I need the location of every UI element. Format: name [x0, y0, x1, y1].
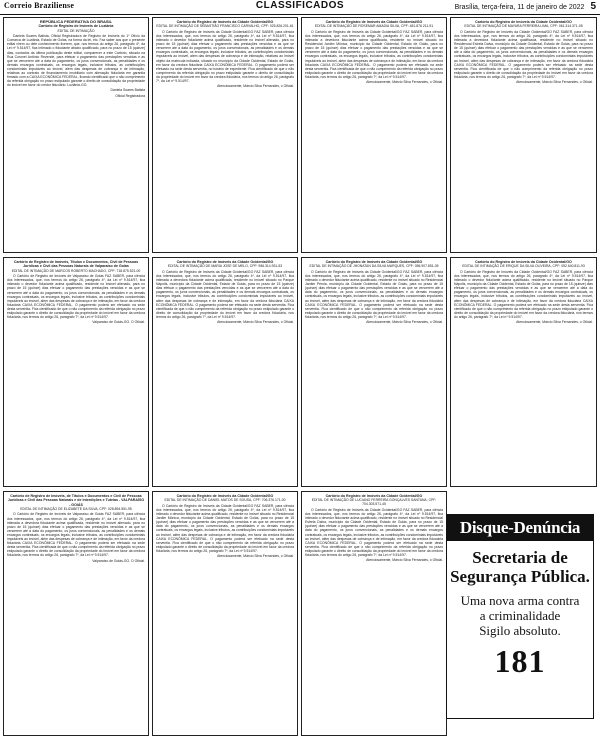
notice-signature: Atenciosamente, Márcio Silva Fernandes, o Oficial. [217, 320, 294, 325]
notice-subtitle: EDITAL DE INTIMAÇÃO DE MARCOS ROBERTO MACHADO, CPF: 718.875.521-00 [11, 268, 141, 273]
notice-signature: Atenciosamente, Márcio Silva Fernandes, o Oficial. [366, 558, 443, 563]
notice-signature: Daniela Soares Batista [110, 88, 145, 93]
notice-body: O Cartório de Registro de Imóveis de Valparaíso de Goiás FAZ SABER, para ciência dos interessados, que, nos termos do artigo 26, parágrafo 4º, da Lei nº 9.514/97, fica intimada a devedora fiduciante acima qualificada, residente no imóvel alienado, para no prazo de 15 (quinze) dias efetuar o pagamento das prestações vencidas e as que se vencerem até a data do pagamento, os juros convencionais, as penalidades e os demais encargos contratuais, os encargos legais, inclusive tributos, as contribuições condominiais imputáveis ao imóvel, além das despesas de cobrança e de intimação, em favor da credora fiduciária CAIXA ECONÔMICA FEDERAL. O pagamento poderá ser efetuado na sede desta serventia. Fica cientificada de que o não cumprimento da referida obrigação no prazo estipulado garante o direito de consolidação da propriedade do imóvel em favor da credora fiduciária, nos termos do artigo 26, parágrafo 7º, da Lei nº 9.514/97. [7, 512, 145, 558]
notice-heading: Cartório de Registro de Imóveis, de Títulos e Documentos e Civil de Pessoas Jurídicas e Civil das Pessoas Naturais e de Interdições e Tutelas - VALPARAÍSO - GOIÁS [7, 494, 145, 507]
notice-subtitle: EDITAL DE INTIMAÇÃO DE DANIEL MATOS DE SOUSA, CPF: 706.376.171-00 [164, 498, 286, 503]
notice-subtitle: EDITAL DE INTIMAÇÃO [57, 28, 95, 33]
notice-body: Daniela Soares Batista, Oficial Registradora de Registro de Imóveis do 1º Ofício da Comarca de Luziânia, Estado de Goiás, na forma da lei, etc. Faz saber aos que o presente edital virem ou dele conhecimento tiverem, que, nos termos do artigo 26, parágrafo 4º, da Lei nº 9.514/97, fica intimado o fiduciante abaixo qualificado, para no prazo de 15 (quinze) dias, contados da última publicação deste edital, comparecer a este Cartório, situado na Rua Coronel Antônio Rezende, para efetuar o pagamento das prestações vencidas e as que se vencerem até a data do pagamento, os juros convencionais, as penalidades e os demais encargos contratuais, os encargos legais, inclusive tributos, as contribuições condominiais imputáveis ao imóvel, além das despesas de cobrança e de intimação, relativas ao contrato de financiamento imobiliário com alienação fiduciária em garantia firmado com a CAIXA ECONÔMICA FEDERAL, ficando cientificado que o não cumprimento da referida obrigação no prazo estipulado garante o direito de consolidação da propriedade do imóvel em favor do credor fiduciário. Luziânia-GO. [7, 34, 145, 88]
page-header [0, 0, 600, 15]
ad-slogan-line: a criminalidade [479, 608, 561, 623]
legal-notice [301, 17, 447, 253]
notice-signature: Atenciosamente, Márcio Silva Fernandes, o Oficial. [366, 320, 443, 325]
notice-heading: Cartório do Registro de Imóveis da Cidade Ocidental/GO [176, 260, 274, 264]
legal-notice [152, 17, 298, 253]
legal-notice [3, 491, 149, 736]
notice-signature: Atenciosamente, Márcio Silva Fernandes, o Oficial. [366, 80, 443, 85]
notice-body: O Cartório de Registro de Imóveis da Cidade Ocidental/GO FAZ SABER, para ciência dos interessados, que, nos termos do artigo 26, parágrafo 4º, da Lei nº 9.514/97, fica intimado o devedor fiduciante acima qualificado, residente no imóvel situado no Residencial Estrela Dalva, município da Cidade Ocidental, Estado de Goiás, para no prazo de 15 (quinze) dias efetuar o pagamento das prestações vencidas e as que se vencerem até a data do pagamento, os juros convencionais, as penalidades e os demais encargos contratuais, os encargos legais, inclusive tributos, as contribuições condominiais imputáveis ao imóvel, além das despesas de cobrança e de intimação, em favor da credora fiduciária CAIXA ECONÔMICA FEDERAL. O pagamento poderá ser efetuado na sede desta serventia. Fica cientificado de que o não cumprimento da referida obrigação no prazo estipulado garante o direito de consolidação da propriedade do imóvel em favor da credora fiduciária, nos termos do artigo 26, parágrafo 7º, da Lei nº 9.514/97. [305, 507, 443, 558]
ad-secretariat-line: Segurança Pública. [450, 567, 590, 586]
notice-subtitle: EDITAL DE INTIMAÇÃO DE SEBASTIÃO FRANCISCO CARVALHO, CPF: 025.826.201-61 [156, 24, 294, 29]
notice-body: O Cartório de Registro de Imóveis de Valparaíso de Goiás FAZ SABER, para ciência dos interessados, que, nos termos do artigo 26, parágrafo 4º, da Lei nº 9.514/97, fica intimado o devedor fiduciante acima qualificado, residente no imóvel alienado, para no prazo de 15 (quinze) dias efetuar o pagamento das prestações vencidas e as que se vencerem até a data do pagamento, os juros convencionais, as penalidades e os demais encargos contratuais, os encargos legais, inclusive tributos, as contribuições condominiais imputáveis ao imóvel, além das despesas de cobrança e de intimação, em favor da credora fiduciária CAIXA ECONÔMICA FEDERAL. O pagamento poderá ser efetuado na sede desta serventia. Fica cientificado de que o não cumprimento da referida obrigação no prazo estipulado garante o direito de consolidação da propriedade do imóvel em favor da credora fiduciária, nos termos do artigo 26, parágrafo 7º, da Lei nº 9.514/97. [7, 274, 145, 320]
notice-subtitle: EDITAL DE INTIMAÇÃO DE ERIQUE DA SILVA OLIVEIRA, CPF: 052.640.811-93 [462, 264, 585, 269]
notice-heading: Cartório de Registro de Imóveis, Títulos e Documentos, Civil de Pessoas Jurídicas e Civil das Pessoas Naturais de Valparaíso de Goiás [13, 260, 139, 269]
notice-body: O Cartório de Registro de Imóveis da Cidade Ocidental/GO FAZ SABER, para ciência dos interessados, que, nos termos do artigo 26, parágrafo 4º, da Lei nº 9.514/97, fica intimada a devedora fiduciante acima qualificada, residente no imóvel situado no Parque Nápolis, município da Cidade Ocidental, Estado de Goiás, para no prazo de 15 (quinze) dias efetuar o pagamento das prestações vencidas e as que se vencerem até a data do pagamento, os juros convencionais, as penalidades e os demais encargos contratuais, os encargos legais, inclusive tributos, as contribuições condominiais imputáveis ao imóvel, além das despesas de cobrança e de intimação, em favor da credora fiduciária CAIXA ECONÔMICA FEDERAL. O pagamento poderá ser efetuado na sede desta serventia. Fica cientificada de que o não cumprimento da referida obrigação no prazo estipulado garante o direito de consolidação da propriedade do imóvel em favor da credora fiduciária, nos termos do artigo 26, parágrafo 7º, da Lei nº 9.514/97. [156, 269, 294, 319]
notice-heading: Cartório do Registro de Imóveis da Cidade Ocidental/GO [176, 20, 274, 24]
ad-band: Disque-Denúncia [447, 515, 593, 541]
notice-body: O Cartório de Registro de Imóveis da Cidade Ocidental/GO FAZ SABER, para ciência dos interessados, que, nos termos do artigo 26, parágrafo 4º, da Lei nº 9.514/97, fica intimado o devedor fiduciante acima qualificado, residente no imóvel situado no Residencial Jardim Mônica, município da Cidade Ocidental, Estado de Goiás, para no prazo de 15 (quinze) dias efetuar o pagamento das prestações vencidas e as que se vencerem até a data do pagamento, os juros convencionais, as penalidades e os demais encargos contratuais, os encargos legais, inclusive tributos, as contribuições condominiais imputáveis ao imóvel, além das despesas de cobrança e de intimação, em favor da credora fiduciária CAIXA ECONÔMICA FEDERAL. O pagamento poderá ser efetuado na sede desta serventia. Fica cientificado de que o não cumprimento da referida obrigação no prazo estipulado garante o direito de consolidação da propriedade do imóvel em favor da credora fiduciária, nos termos do artigo 26, parágrafo 7º, da Lei nº 9.514/97. [156, 503, 294, 553]
notice-heading: Cartório do Registro de Imóveis da Cidade Ocidental/GO [325, 20, 423, 24]
legal-notice [301, 491, 447, 736]
notice-signature: Atenciosamente, Márcio Silva Fernandes, o Oficial. [516, 80, 593, 85]
date-text: Brasília, terça-feira, 11 de janeiro de 2022 [454, 4, 585, 11]
masthead: Correio Braziliense [4, 1, 75, 10]
legal-notice [152, 491, 298, 736]
legal-notice [3, 17, 149, 253]
notice-subtitle: EDITAL DE INTIMAÇÃO DE LUCIANO FERREIRA GONÇALVES SANTANA, CPF: 704.303.571-45 [311, 498, 437, 507]
legal-notice [152, 257, 298, 487]
notice-heading: Cartório do Registro de Imóveis da Cidade Ocidental/GO [325, 494, 423, 498]
notice-signature: Atenciosamente, Márcio Silva Fernandes, o Oficial. [217, 554, 294, 559]
notice-subtitle: EDITAL DE INTIMAÇÃO DE ELIZABETE DA SILVA, CPF: 028.894.551-95 [20, 506, 132, 511]
ad-slogan [447, 593, 593, 638]
ad-slogan-line: Uma nova arma contra [460, 593, 580, 608]
dateline [455, 1, 596, 12]
notice-body: O Cartório de Registro de Imóveis da Cidade Ocidental/GO FAZ SABER, para ciência dos interessados, que, nos termos do artigo 26, parágrafo 4º, da Lei nº 9.514/97, fica intimado o devedor fiduciante acima qualificado, residente no imóvel situado no Residencial Jardim Pérola, município da Cidade Ocidental, Estado de Goiás, para no prazo de 15 (quinze) dias efetuar o pagamento das prestações vencidas e as que se vencerem até a data do pagamento, os juros convencionais, as penalidades e os demais encargos contratuais, os encargos legais, inclusive tributos, as contribuições condominiais imputáveis ao imóvel, além das despesas de cobrança e de intimação, em favor da credora fiduciária CAIXA ECONÔMICA FEDERAL. O pagamento poderá ser efetuado na sede desta serventia. Fica cientificado de que o não cumprimento da referida obrigação no prazo estipulado garante o direito de consolidação da propriedade do imóvel em favor da credora fiduciária, nos termos do artigo 26, parágrafo 7º, da Lei nº 9.514/97. [305, 269, 443, 319]
legal-notice [450, 257, 597, 487]
notice-signature: Atenciosamente, Márcio Silva Fernandes, o Oficial. [516, 320, 593, 325]
ad-secretariat-line: Secretaria de [472, 548, 568, 567]
notice-body: O Cartório de Registro de Imóveis da Cidade Ocidental/GO FAZ SABER, para ciência dos interessados, que, nos termos do artigo 26, parágrafo 4º, da Lei nº 9.514/97, fica intimada a devedora fiduciante acima qualificada, residente no imóvel situado no Residencial Jardim Mônica, município da Cidade Ocidental, Estado de Goiás, para no prazo de 15 (quinze) dias efetuar o pagamento das prestações vencidas e as que se vencerem até a data do pagamento, os juros convencionais, as penalidades e os demais encargos contratuais, os encargos legais, inclusive tributos, as contribuições condominiais imputáveis ao imóvel, além das despesas de cobrança e de intimação, em favor da credora fiduciária CAIXA ECONÔMICA FEDERAL. O pagamento poderá ser efetuado na sede desta serventia. Fica cientificada de que o não cumprimento da referida obrigação no prazo estipulado garante o direito de consolidação da propriedade do imóvel em favor da credora fiduciária, nos termos do artigo 26, parágrafo 7º, da Lei nº 9.514/97. [305, 29, 443, 79]
notice-subtitle: EDITAL DE INTIMAÇÃO DE JHONATAN DA SILVA MARQUES, CPF: 056.907.851-05 [309, 264, 439, 269]
ad-phone-number: 181 [494, 643, 546, 679]
notice-signature: Valparaíso de Goiás-GO. O Oficial. [92, 558, 145, 563]
notice-heading: Cartório de Registro de Imóveis de Luziânia [38, 24, 114, 29]
notice-signature: Valparaíso de Goiás-GO. O Oficial. [92, 320, 145, 325]
notice-body: O Cartório de Registro de Imóveis da Cidade Ocidental/GO FAZ SABER, para ciência dos interessados, que, nos termos do artigo 26, parágrafo 4º, da Lei nº 9.514/97, fica intimada a devedora fiduciante acima qualificada, residente no imóvel situado no Residencial Estrela Dalva, município da Cidade Ocidental, Estado de Goiás, para no prazo de 15 (quinze) dias efetuar o pagamento das prestações vencidas e as que se vencerem até a data do pagamento, os juros convencionais, as penalidades e os demais encargos contratuais, os encargos legais, inclusive tributos, as contribuições condominiais imputáveis ao imóvel, além das despesas de cobrança e de intimação, em favor da credora fiduciária CAIXA ECONÔMICA FEDERAL. O pagamento poderá ser efetuado na sede desta serventia. Fica cientificada de que o não cumprimento da referida obrigação no prazo estipulado garante o direito de consolidação da propriedade do imóvel em favor da credora fiduciária, nos termos do artigo 26, parágrafo 7º, da Lei nº 9.514/97. [454, 29, 593, 79]
notice-heading: Cartório do Registro de Imóveis da Cidade Ocidental/GO [325, 260, 423, 264]
notice-heading: REPÚBLICA FEDERATIVA DO BRASIL [39, 19, 113, 24]
notice-signature: Atenciosamente, Márcio Silva Fernandes, o Oficial. [217, 84, 294, 89]
notice-body: O Cartório de Registro de Imóveis da Cidade Ocidental/GO FAZ SABER, para ciência dos interessados, que, nos termos do artigo 26, parágrafo 4º, da Lei nº 9.514/97, fica intimado o devedor fiduciante acima qualificado, residente no imóvel alienado, para no prazo de 15 (quinze) dias efetuar o pagamento das prestações vencidas e as que se vencerem até a data do pagamento, os juros convencionais, as penalidades e os demais encargos contratuais, os encargos legais, inclusive tributos, as contribuições condominiais imputáveis ao imóvel, além das despesas de cobrança e de intimação, relativas ao imóvel objeto da matrícula indicada, situado no município da Cidade Ocidental, Estado de Goiás, em favor da credora fiduciária CAIXA ECONÔMICA FEDERAL. O pagamento poderá ser efetuado na sede desta serventia, no horário de expediente. Fica cientificado de que o não cumprimento da referida obrigação no prazo estipulado garante o direito de consolidação da propriedade do imóvel em favor da credora fiduciária, nos termos do artigo 26, parágrafo 7º, da Lei nº 9.514/97. [156, 29, 294, 84]
ad-secretariat [447, 548, 593, 586]
notice-signature: Oficial Registradora [115, 93, 145, 98]
notice-body: O Cartório de Registro de Imóveis da Cidade Ocidental/GO FAZ SABER, para ciência dos interessados, que, nos termos do artigo 26, parágrafo 4º, da Lei nº 9.514/97, fica intimado o devedor fiduciante acima qualificado, residente no imóvel situado no Parque Nápolis, município da Cidade Ocidental, Estado de Goiás, para no prazo de 15 (quinze) dias efetuar o pagamento das prestações vencidas e as que se vencerem até a data do pagamento, os juros convencionais, as penalidades e os demais encargos contratuais, os encargos legais, inclusive tributos, as contribuições condominiais imputáveis ao imóvel, além das despesas de cobrança e de intimação, em favor da credora fiduciária CAIXA ECONÔMICA FEDERAL. O pagamento poderá ser efetuado na sede desta serventia. Fica cientificado de que o não cumprimento da referida obrigação no prazo estipulado garante o direito de consolidação da propriedade do imóvel em favor da credora fiduciária, nos termos do artigo 26, parágrafo 7º, da Lei nº 9.514/97. [454, 269, 593, 319]
section-title: CLASSIFICADOS [255, 0, 345, 11]
notice-heading: Cartório do Registro de Imóveis da Cidade Ocidental/GO [475, 20, 572, 24]
notice-heading: Cartório do Registro de Imóveis da Cidade Ocidental/GO [176, 494, 274, 498]
legal-notice [3, 257, 149, 487]
legal-notice [450, 17, 597, 253]
page-number: 5 [590, 1, 596, 12]
notice-subtitle: EDITAL DE INTIMAÇÃO DE MAYARA FERREIRA LIMA, CPF: 061.314.371-05 [464, 24, 583, 29]
notice-heading: Cartório do Registro de Imóveis da Cidade Ocidental/GO [475, 260, 572, 264]
legal-notice [301, 257, 447, 487]
disque-denuncia-ad [446, 514, 594, 719]
notice-subtitle: EDITAL DE INTIMAÇÃO DE MARIA JOSE DE MELO, CPF: 986.314.931-53 [167, 264, 283, 269]
notice-subtitle: EDITAL DE INTIMAÇÃO DE ROSEMAR AMADIA SILVA, CPF: 481.876.211-91 [314, 24, 434, 29]
ad-slogan-line: Sigilo absoluto. [479, 623, 561, 638]
